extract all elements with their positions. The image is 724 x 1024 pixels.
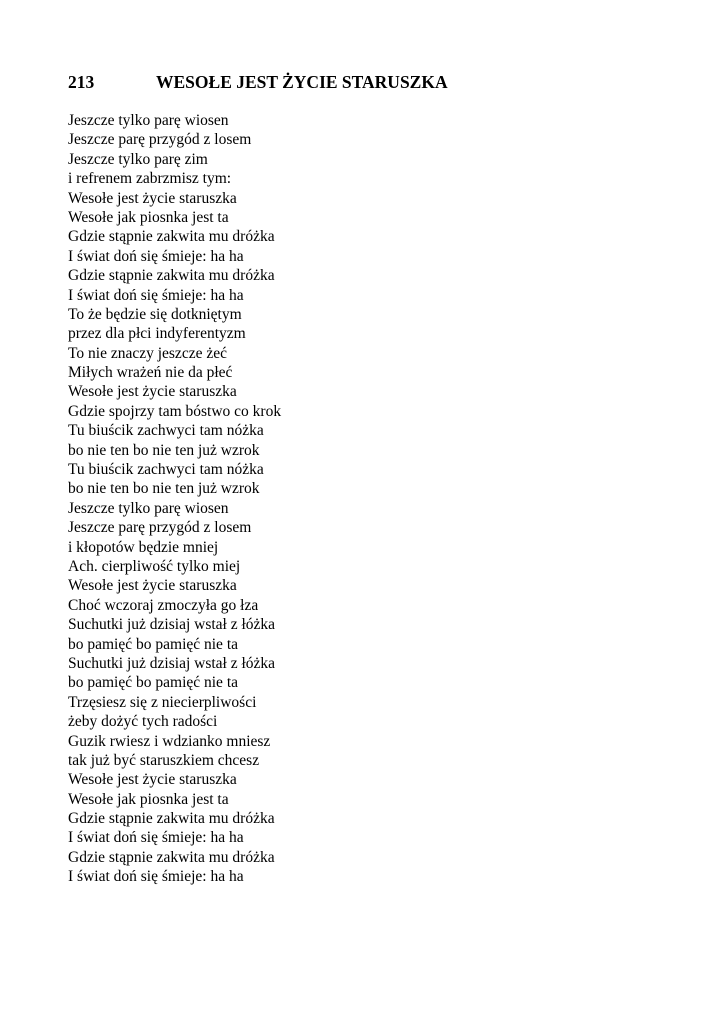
lyric-line: Jeszcze parę przygód z losem (68, 131, 252, 149)
lyric-line: To nie znaczy jeszcze żeć (68, 344, 227, 362)
lyric-line: bo pamięć bo pamięć nie ta (68, 674, 239, 692)
lyric-line: Gdzie stąpnie zakwita mu dróżka (68, 267, 275, 285)
lyric-line: Tu biuścik zachwyci tam nóżka (68, 422, 264, 440)
lyric-line: Jeszcze tylko parę zim (68, 150, 208, 168)
lyric-line: Wesołe jak piosnka jest ta (68, 790, 229, 808)
lyric-line: Jeszcze tylko parę wiosen (68, 112, 229, 129)
lyric-line: i refrenem zabrzmisz tym: (68, 170, 232, 188)
lyric-line: I świat doń się śmieje: ha ha (68, 868, 244, 886)
lyric-line: Wesołe jest życie staruszka (68, 189, 237, 207)
lyric-line: Gdzie spojrzy tam bóstwo co krok (68, 402, 282, 420)
song-number: 213 (68, 72, 95, 92)
lyric-line: Ach. cierpliwość tylko miej (68, 557, 241, 575)
lyric-line: tak już być staruszkiem chcesz (68, 751, 260, 769)
lyric-line: Wesołe jest życie staruszka (68, 577, 237, 595)
lyric-line: Wesołe jest życie staruszka (68, 771, 237, 789)
lyric-line: Gdzie stąpnie zakwita mu dróżka (68, 848, 275, 866)
lyric-line: I świat doń się śmieje: ha ha (68, 286, 244, 304)
lyric-line: Jeszcze parę przygód z losem (68, 519, 252, 537)
lyric-line: Choć wczoraj zmoczyła go łza (68, 596, 259, 614)
lyric-line: To że będzie się dotkniętym (68, 305, 242, 323)
lyric-line: przez dla płci indyferentyzm (68, 325, 246, 343)
lyric-line: bo pamięć bo pamięć nie ta (68, 635, 239, 653)
lyric-line: Jeszcze tylko parę wiosen (68, 499, 229, 517)
lyric-line: Guzik rwiesz i wdzianko mniesz (68, 732, 271, 750)
song-title: WESOŁE JEST ŻYCIE STARUSZKA (156, 72, 448, 92)
lyric-line: Wesołe jest życie staruszka (68, 383, 237, 401)
lyric-line: Suchutki już dzisiaj wstał z łóżka (68, 654, 276, 672)
song-heading (68, 70, 688, 94)
lyric-line: I świat doń się śmieje: ha ha (68, 829, 244, 847)
lyrics-block (68, 111, 708, 887)
lyric-line: bo nie ten bo nie ten już wzrok (68, 480, 260, 498)
lyric-line: Gdzie stąpnie zakwita mu dróżka (68, 810, 275, 828)
lyric-line: Tu biuścik zachwyci tam nóżka (68, 461, 264, 479)
lyric-line: żeby dożyć tych radości (68, 713, 218, 731)
lyric-line: i kłopotów będzie mniej (68, 538, 219, 556)
lyric-line: Suchutki już dzisiaj wstał z łóżka (68, 616, 276, 634)
lyric-line: Trzęsiesz się z niecierpliwości (68, 693, 257, 711)
lyric-line: Gdzie stąpnie zakwita mu dróżka (68, 228, 275, 246)
lyric-line: Miłych wrażeń nie da płeć (68, 364, 233, 382)
lyric-line: Wesołe jak piosnka jest ta (68, 208, 229, 226)
lyric-line: I świat doń się śmieje: ha ha (68, 247, 244, 265)
lyric-line: bo nie ten bo nie ten już wzrok (68, 441, 260, 459)
